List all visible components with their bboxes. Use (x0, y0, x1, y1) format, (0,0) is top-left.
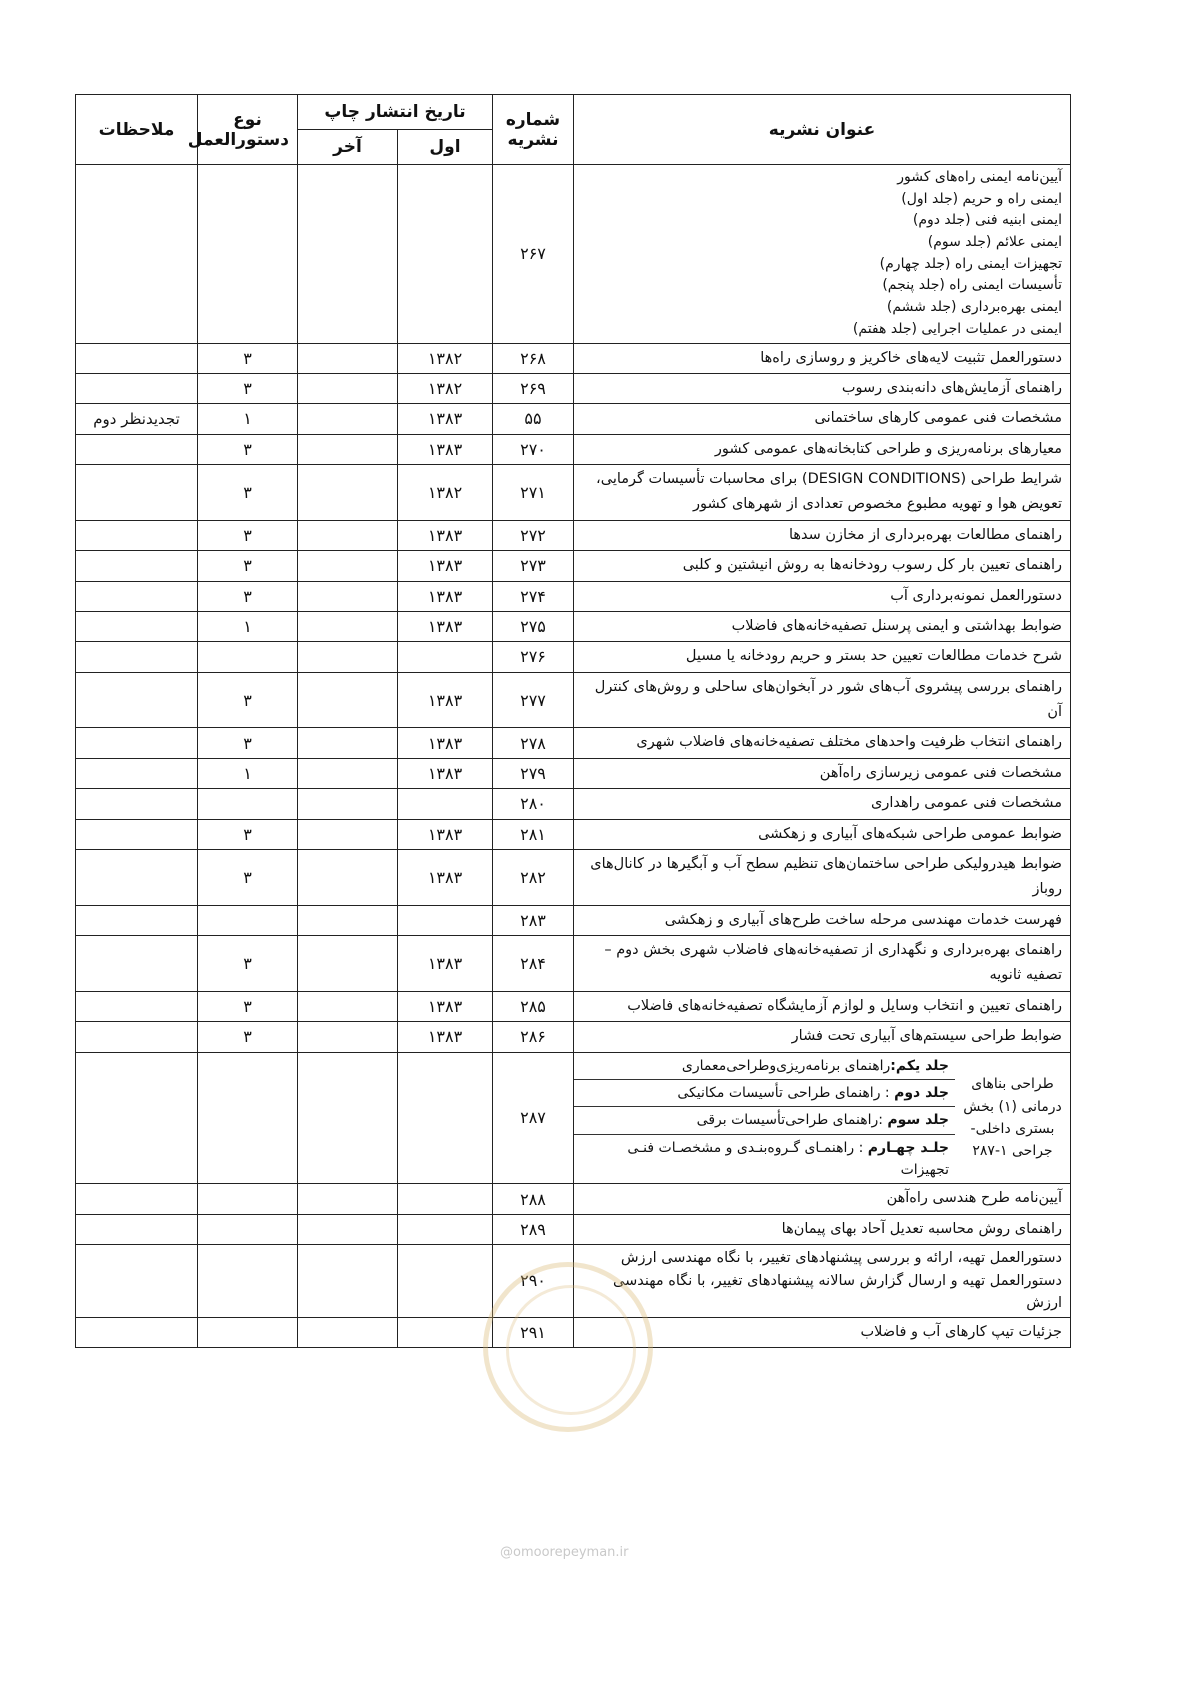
row-last-year (298, 936, 398, 992)
header-number-top: شماره (505, 109, 561, 130)
row-number: ۲۷۴ (493, 581, 574, 611)
table-row (76, 905, 1071, 935)
table-row (76, 611, 1071, 641)
row-title: آیین‌نامه طرح هندسی راه‌آهن (574, 1184, 1071, 1214)
row-note (76, 819, 198, 849)
header-type-top: نوع (233, 109, 262, 130)
row-title: راهنمای تعیین و انتخاب وسایل و لوازم آزمایشگاه تصفیه‌خانه‌های فاضلاب (574, 991, 1071, 1021)
row-267-line: ایمنی علائم (جلد سوم) (927, 234, 1062, 251)
row-number: ۲۸۰ (493, 789, 574, 819)
row-last-year (298, 434, 398, 464)
table-row (76, 642, 1071, 672)
row-number: ۲۸۴ (493, 936, 574, 992)
row-note (76, 758, 198, 788)
table-row (76, 849, 1071, 905)
row-287-volume (574, 1107, 955, 1134)
row-type: ۳ (198, 581, 298, 611)
row-number: ۲۷۱ (493, 465, 574, 521)
row-type (198, 642, 298, 672)
row-last-year (298, 758, 398, 788)
row-note (76, 905, 198, 935)
row-note: تجدیدنظر دوم (76, 404, 198, 434)
row-last-year (298, 343, 398, 373)
row-note (76, 434, 198, 464)
row-267-line: آیین‌نامه ایمنی راه‌های کشور (897, 169, 1062, 185)
row-type: ۱ (198, 404, 298, 434)
row-type: ۳ (198, 728, 298, 758)
row-number: ۵۵ (493, 404, 574, 434)
row-title: مشخصات فنی عمومی راهداری (574, 789, 1071, 819)
table-row (76, 728, 1071, 758)
row-last-year (298, 819, 398, 849)
row-290-first (398, 1245, 493, 1317)
row-first-year: ۱۳۸۳ (398, 936, 493, 992)
publication-table-container (75, 94, 1070, 1348)
row-first-year: ۱۳۸۳ (398, 551, 493, 581)
volume-label: جلد سوم (887, 1112, 949, 1129)
row-first-year: ۱۳۸۲ (398, 465, 493, 521)
row-first-year: ۱۳۸۳ (398, 728, 493, 758)
row-287-volume (574, 1079, 955, 1106)
row-287-subtable (574, 1053, 1070, 1184)
row-last-year (298, 465, 398, 521)
row-last-year (298, 1022, 398, 1052)
row-290-note (76, 1245, 198, 1317)
row-title: ضوابط عمومی طراحی شبکه‌های آبیاری و زهکشی (574, 819, 1071, 849)
row-first-year: ۱۳۸۲ (398, 373, 493, 403)
row-note (76, 1184, 198, 1214)
row-note (76, 343, 198, 373)
row-number: ۲۸۵ (493, 991, 574, 1021)
row-last-year (298, 849, 398, 905)
row-291-first (398, 1317, 493, 1347)
row-287-number: ۲۸۷ (493, 1052, 574, 1184)
row-first-year: ۱۳۸۳ (398, 1022, 493, 1052)
row-287-volume (574, 1053, 955, 1080)
row-291-type (198, 1317, 298, 1347)
table-row (76, 520, 1071, 550)
row-290-last (298, 1245, 398, 1317)
row-first-year: ۱۳۸۳ (398, 520, 493, 550)
row-290-number: ۲۹۰ (493, 1245, 574, 1317)
row-number: ۲۶۹ (493, 373, 574, 403)
row-title: ضوابط بهداشتی و ایمنی پرسنل تصفیه‌خانه‌های فاضلاب (574, 611, 1071, 641)
row-note (76, 465, 198, 521)
table-row-267 (76, 165, 1071, 344)
row-title: راهنمای روش محاسبه تعدیل آحاد بهای پیمان‌ها (574, 1214, 1071, 1244)
watermark-seal (483, 1262, 653, 1432)
row-type: ۳ (198, 465, 298, 521)
row-title: معیارهای برنامه‌ریزی و طراحی کتابخانه‌های عمومی کشور (574, 434, 1071, 464)
row-last-year (298, 642, 398, 672)
header-print-date: تاریخ انتشار چاپ (298, 95, 493, 130)
table-row (76, 434, 1071, 464)
row-number: ۲۷۷ (493, 672, 574, 728)
row-first-year: ۱۳۸۳ (398, 758, 493, 788)
header-number-bottom: نشریه (507, 129, 559, 150)
row-note (76, 789, 198, 819)
row-first-year: ۱۳۸۳ (398, 672, 493, 728)
row-287-first (398, 1052, 493, 1184)
row-number: ۲۶۸ (493, 343, 574, 373)
row-267-note (76, 165, 198, 344)
row-first-year (398, 1184, 493, 1214)
row-267-line: ایمنی راه و حریم (جلد اول) (901, 190, 1062, 207)
table-row (76, 373, 1071, 403)
row-last-year (298, 404, 398, 434)
row-number: ۲۷۸ (493, 728, 574, 758)
row-291-note (76, 1317, 198, 1347)
row-last-year (298, 581, 398, 611)
row-291-title: جزئیات تیپ کارهای آب و فاضلاب (574, 1317, 1071, 1347)
row-title: شرح خدمات مطالعات تعیین حد بستر و حریم رودخانه یا مسیل (574, 642, 1071, 672)
row-number: ۲۸۶ (493, 1022, 574, 1052)
row-287-last (298, 1052, 398, 1184)
row-number: ۲۸۸ (493, 1184, 574, 1214)
row-first-year (398, 1214, 493, 1244)
volume-text: راهنمای برنامه‌ریزی‌وطراحی‌معماری (681, 1057, 891, 1074)
row-number: ۲۷۳ (493, 551, 574, 581)
row-type (198, 905, 298, 935)
row-title: دستورالعمل نمونه‌برداری آب (574, 581, 1071, 611)
row-note (76, 991, 198, 1021)
row-type: ۳ (198, 343, 298, 373)
volume-text: : راهنمای طراحی تأسیسات مکانیکی (677, 1084, 895, 1101)
row-type: ۱ (198, 611, 298, 641)
volume-label: جلد دوم (894, 1084, 949, 1101)
row-290-title (574, 1245, 1071, 1317)
row-type: ۳ (198, 551, 298, 581)
row-last-year (298, 905, 398, 935)
row-287-volume (574, 1134, 955, 1183)
row-last-year (298, 728, 398, 758)
volume-text: : راهنمـای گـروه‌بنـدی و مشخصـات فنـی تجهیزات (627, 1139, 949, 1179)
row-290-line: دستورالعمل تهیه و ارسال گزارش سالانه پیشنهادهای تغییر، با نگاه مهندسی ارزش (613, 1272, 1062, 1312)
row-title: مشخصات فنی عمومی کارهای ساختمانی (574, 404, 1071, 434)
row-number: ۲۸۳ (493, 905, 574, 935)
row-type: ۳ (198, 991, 298, 1021)
row-type: ۳ (198, 520, 298, 550)
header-remarks: ملاحظات (76, 95, 198, 165)
row-note (76, 642, 198, 672)
row-type: ۱ (198, 758, 298, 788)
row-title: مشخصات فنی عمومی زیرسازی راه‌آهن (574, 758, 1071, 788)
row-note (76, 849, 198, 905)
header-type-bottom: دستورالعمل (187, 129, 289, 150)
header-type (187, 95, 298, 165)
row-first-year (398, 905, 493, 935)
row-number: ۲۸۹ (493, 1214, 574, 1244)
row-291-number: ۲۹۱ (493, 1317, 574, 1347)
row-267-title (574, 165, 1071, 344)
row-267-type (198, 165, 298, 344)
row-number: ۲۸۱ (493, 819, 574, 849)
row-267-first (398, 165, 493, 344)
table-row (76, 465, 1071, 521)
table-row (76, 819, 1071, 849)
row-type (198, 789, 298, 819)
header-number (493, 95, 574, 165)
row-last-year (298, 611, 398, 641)
row-type: ۳ (198, 373, 298, 403)
row-note (76, 611, 198, 641)
row-last-year (298, 520, 398, 550)
row-number: ۲۷۰ (493, 434, 574, 464)
row-first-year (398, 642, 493, 672)
row-287-building: طراحی بناهای درمانی (۱) بخش بستری داخلی- جراحی ۱-۲۸۷ (963, 1076, 1062, 1160)
row-287-type (198, 1052, 298, 1184)
row-287-title (574, 1052, 1071, 1184)
row-title: راهنمای انتخاب ظرفیت واحدهای مختلف تصفیه‌خانه‌های فاضلاب شهری (574, 728, 1071, 758)
row-note (76, 728, 198, 758)
row-number: ۲۷۵ (493, 611, 574, 641)
row-267-line: تأسیسات ایمنی راه (جلد پنجم) (882, 277, 1062, 294)
row-title: راهنمای بهره‌برداری و نگهداری از تصفیه‌خانه‌های فاضلاب شهری بخش دوم – تصفیه ثانویه (574, 936, 1071, 992)
row-note (76, 373, 198, 403)
table-row (76, 991, 1071, 1021)
publication-table (75, 94, 1071, 1348)
row-note (76, 520, 198, 550)
header-title: عنوان نشریه (574, 95, 1071, 165)
row-type: ۳ (198, 849, 298, 905)
row-last-year (298, 789, 398, 819)
table-row (76, 936, 1071, 992)
row-267-line: تجهیزات ایمنی راه (جلد چهارم) (879, 255, 1062, 272)
table-row (76, 672, 1071, 728)
volume-text: :راهنمای طراحی‌تأسیسات برقی (696, 1112, 888, 1129)
row-note (76, 672, 198, 728)
row-type (198, 1184, 298, 1214)
row-last-year (298, 373, 398, 403)
header-last: آخر (298, 130, 398, 165)
row-291-last (298, 1317, 398, 1347)
table-row (76, 1214, 1071, 1244)
table-row (76, 789, 1071, 819)
row-last-year (298, 1214, 398, 1244)
row-first-year: ۱۳۸۳ (398, 611, 493, 641)
row-title: ضوابط هیدرولیکی طراحی ساختمان‌های تنظیم سطح آب و آبگیرها در کانال‌های روباز (574, 849, 1071, 905)
volume-label: جلـد چهـارم (867, 1139, 949, 1156)
row-290-line: دستورالعمل تهیه، ارائه و بررسی پیشنهادهای تغییر، با نگاه مهندسی ارزش (620, 1250, 1062, 1267)
row-267-number: ۲۶۷ (493, 165, 574, 344)
row-number: ۲۷۶ (493, 642, 574, 672)
row-title: راهنمای بررسی پیشروی آب‌های شور در آبخوان‌های ساحلی و روش‌های کنترل آن (574, 672, 1071, 728)
row-first-year: ۱۳۸۳ (398, 404, 493, 434)
row-267-line: ایمنی بهره‌برداری (جلد ششم) (886, 299, 1062, 316)
row-type: ۳ (198, 1022, 298, 1052)
row-note (76, 1022, 198, 1052)
row-type: ۳ (198, 672, 298, 728)
row-title: ضوابط طراحی سیستم‌های آبیاری تحت فشار (574, 1022, 1071, 1052)
row-note (76, 551, 198, 581)
row-note (76, 581, 198, 611)
header-first: اول (398, 130, 493, 165)
row-first-year: ۱۳۸۲ (398, 343, 493, 373)
row-267-last (298, 165, 398, 344)
row-267-line: ایمنی در عملیات اجرایی (جلد هفتم) (852, 320, 1062, 337)
row-title: راهنمای مطالعات بهره‌برداری از مخازن سدها (574, 520, 1071, 550)
table-row (76, 404, 1071, 434)
row-note (76, 1214, 198, 1244)
table-row-287 (76, 1052, 1071, 1184)
volume-label: جلد یکم: (890, 1057, 949, 1074)
row-title: راهنمای آزمایش‌های دانه‌بندی رسوب (574, 373, 1071, 403)
row-type (198, 1214, 298, 1244)
row-first-year (398, 789, 493, 819)
row-title: راهنمای تعیین بار کل رسوب رودخانه‌ها به روش انیشتین و کلبی (574, 551, 1071, 581)
row-title: دستورالعمل تثبیت لایه‌های خاکریز و روسازی راه‌ها (574, 343, 1071, 373)
row-267-line: ایمنی ابنیه فنی (جلد دوم) (912, 212, 1062, 229)
row-287-note (76, 1052, 198, 1184)
row-last-year (298, 551, 398, 581)
row-number: ۲۷۲ (493, 520, 574, 550)
row-last-year (298, 991, 398, 1021)
row-title: شرایط طراحی (DESIGN CONDITIONS) برای محاسبات تأسیسات گرمایی، تعویض هوا و تهویه مطبوع مخصوص تعدادی از شهرهای کشور (574, 465, 1071, 521)
table-row (76, 551, 1071, 581)
row-last-year (298, 672, 398, 728)
table-row (76, 581, 1071, 611)
row-first-year: ۱۳۸۳ (398, 581, 493, 611)
watermark-text: @omoorepeyman.ir (500, 1545, 629, 1560)
row-type: ۳ (198, 819, 298, 849)
table-row (76, 1184, 1071, 1214)
table-row (76, 758, 1071, 788)
table-row (76, 1022, 1071, 1052)
row-note (76, 936, 198, 992)
row-290-type (198, 1245, 298, 1317)
row-title: فهرست خدمات مهندسی مرحله ساخت طرح‌های آبیاری و زهکشی (574, 905, 1071, 935)
row-type: ۳ (198, 434, 298, 464)
table-row (76, 343, 1071, 373)
row-first-year: ۱۳۸۳ (398, 849, 493, 905)
row-first-year: ۱۳۸۳ (398, 819, 493, 849)
row-first-year: ۱۳۸۳ (398, 434, 493, 464)
row-last-year (298, 1184, 398, 1214)
row-first-year: ۱۳۸۳ (398, 991, 493, 1021)
row-number: ۲۷۹ (493, 758, 574, 788)
row-type: ۳ (198, 936, 298, 992)
row-number: ۲۸۲ (493, 849, 574, 905)
